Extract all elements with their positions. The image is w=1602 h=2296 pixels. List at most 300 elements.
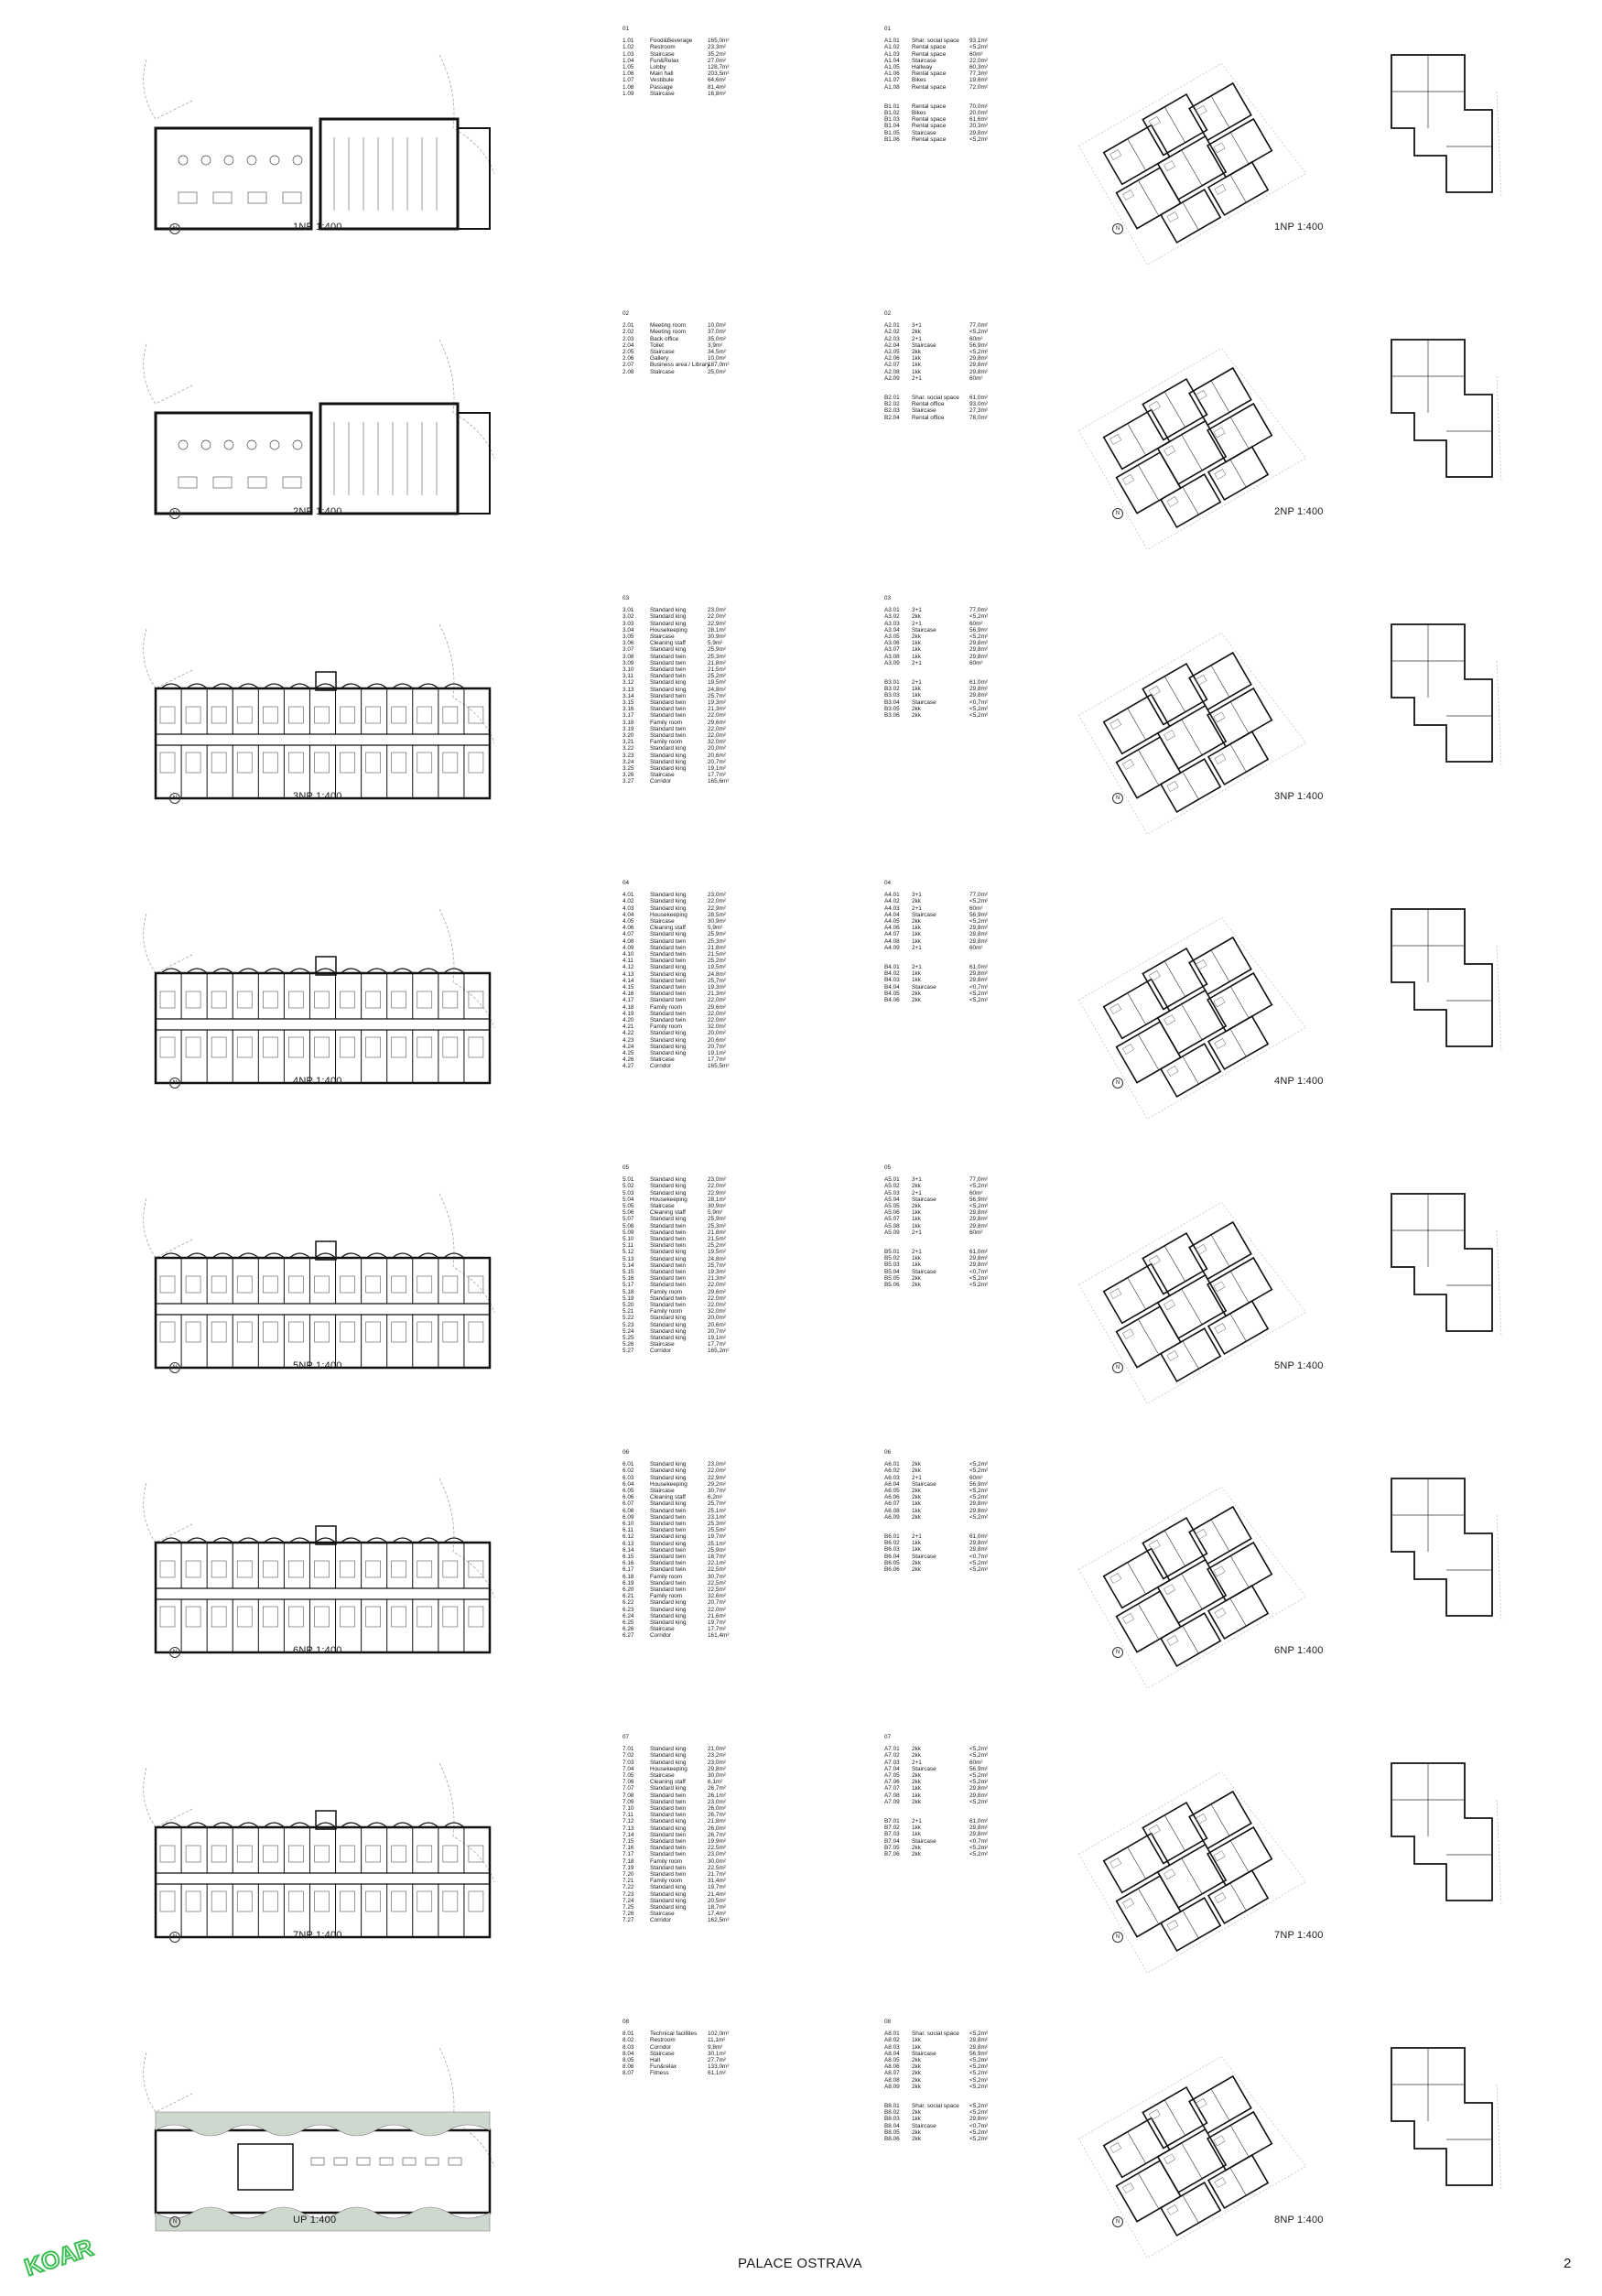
room-name: Staircase: [912, 57, 936, 64]
schedule-row: [884, 2136, 997, 2142]
bed-icon: [341, 1561, 355, 1577]
furniture: [1164, 161, 1175, 171]
schedule-row: [884, 1282, 997, 1288]
schedule-row: [884, 1799, 997, 1805]
floor-row: [0, 2011, 1602, 2296]
room-number: B4.03: [884, 977, 900, 984]
fitness-equipment: [334, 2158, 347, 2165]
room-number: B7.03: [884, 1831, 900, 1838]
furniture: [1215, 184, 1226, 194]
room-number: 7.07: [622, 1785, 634, 1792]
room-name: Housekeeping: [650, 1765, 687, 1772]
room-area: 25,9m²: [708, 646, 726, 654]
partition: [1182, 435, 1203, 471]
schedule-row: [622, 77, 735, 83]
bed-icon: [366, 1561, 381, 1577]
room-number: B3.03: [884, 692, 900, 699]
room-name: Staircase: [912, 699, 936, 706]
room-area: <5,2m²: [969, 1488, 989, 1495]
bed-icon: [263, 1322, 277, 1342]
room-name: Bikes: [912, 77, 926, 84]
bed-icon: [288, 1561, 303, 1577]
room-area: 21,6m²: [708, 1612, 726, 1619]
room-area: <5,2m²: [969, 2083, 989, 2090]
room-number: A7.02: [884, 1752, 900, 1760]
room-name: Standard twin: [650, 1798, 687, 1805]
room-number: 5.10: [622, 1236, 634, 1243]
room-number: B5.04: [884, 1268, 900, 1275]
schedule-row: [622, 1488, 735, 1494]
room-number: A8.04: [884, 2050, 900, 2057]
room-name: 2+1: [912, 944, 922, 951]
room-name: 1kk: [912, 686, 921, 693]
table-icon: [293, 440, 302, 449]
bed-icon: [237, 1846, 252, 1862]
bed-icon: [366, 707, 381, 723]
schedule-row: [884, 58, 997, 64]
bed-icon: [160, 1561, 175, 1577]
room-area: 19,5m²: [708, 964, 726, 971]
schedule-floor-code: 02: [622, 310, 630, 317]
partition: [1183, 1056, 1199, 1084]
room-number: 6.26: [622, 1626, 634, 1633]
room-number: 4.15: [622, 984, 634, 991]
room-number: 5.08: [622, 1222, 634, 1229]
schedule-row: [884, 395, 997, 401]
room-number: B6.03: [884, 1546, 900, 1554]
room-number: 4.23: [622, 1036, 634, 1044]
table-icon: [247, 156, 256, 165]
annex-plan-drawing: [1391, 2048, 1501, 2190]
room-number: 6.17: [622, 1566, 634, 1574]
bed-icon: [417, 1276, 432, 1293]
annex-plan-drawing: [1391, 1478, 1501, 1620]
room-number: B1.06: [884, 135, 900, 143]
room-name: Standard twin: [650, 958, 687, 965]
room-area: 25,9m²: [708, 931, 726, 938]
schedule-row: [622, 1269, 735, 1275]
room-name: 2kk: [912, 898, 921, 905]
bed-icon: [443, 1846, 458, 1862]
schedule-row: [622, 912, 735, 918]
bed-icon: [237, 1607, 252, 1627]
room-area: 26,0m²: [708, 1805, 726, 1813]
bed-icon: [341, 1846, 355, 1862]
schedule-row: [622, 1335, 735, 1341]
room-number: 8.04: [622, 2050, 634, 2057]
schedule-row: [622, 1619, 735, 1626]
schedule-row: [622, 1190, 735, 1197]
room-number: 5.01: [622, 1176, 634, 1184]
schedule-row: [622, 1825, 735, 1832]
hotel-plan-drawing: [144, 55, 494, 229]
room-area: 23,0m²: [708, 1759, 726, 1766]
room-number: B6.04: [884, 1553, 900, 1560]
room-area: 29,8m²: [969, 1546, 988, 1554]
room-number: 4.22: [622, 1030, 634, 1037]
schedule-row: [884, 706, 997, 712]
room-area: 165,5m²: [708, 1063, 730, 1070]
site-boundary: [144, 914, 192, 973]
room-name: Standard twin: [650, 984, 687, 991]
room-name: Standard twin: [650, 1566, 687, 1574]
room-name: 1kk: [912, 1222, 921, 1229]
room-area: 20,7m²: [708, 1599, 726, 1607]
room-area: 25,3m²: [708, 653, 726, 660]
room-area: 21,5m²: [708, 1236, 726, 1243]
room-name: 1kk: [912, 977, 921, 984]
schedule-row: [622, 1262, 735, 1269]
bed-icon: [160, 1037, 175, 1057]
room-number: 6.24: [622, 1612, 634, 1619]
room-name: Staircase: [650, 1203, 675, 1210]
room-area: 165,6m²: [708, 778, 730, 785]
schedule-row: [622, 1785, 735, 1792]
furniture: [283, 192, 301, 203]
room-number: B3.06: [884, 712, 900, 720]
bed-icon: [314, 1037, 329, 1057]
schedule-row: [884, 1825, 997, 1831]
hotel-slab: [156, 973, 490, 1083]
room-name: Standard king: [650, 1036, 687, 1044]
room-number: 3.08: [622, 653, 634, 660]
room-area: <5,2m²: [969, 997, 989, 1004]
room-area: <5,2m²: [969, 2076, 989, 2084]
bed-icon: [211, 753, 226, 773]
building-wing-west: [156, 128, 311, 229]
room-area: 60,3m²: [969, 64, 988, 71]
schedule-row: [622, 355, 735, 362]
room-number: A8.08: [884, 2076, 900, 2084]
furniture: [1164, 1015, 1175, 1025]
bed-icon: [263, 1037, 277, 1057]
table-icon: [247, 440, 256, 449]
roof-outline: [156, 2130, 490, 2213]
room-name: Main hall: [650, 70, 674, 78]
room-number: B8.06: [884, 2136, 900, 2143]
room-number: 5.07: [622, 1216, 634, 1223]
room-number: 6.10: [622, 1521, 634, 1528]
room-number: 7.21: [622, 1878, 634, 1885]
bed-icon: [186, 1891, 200, 1912]
schedule-row: [884, 892, 997, 898]
room-name: Business area / Library: [650, 362, 710, 369]
room-number: 5.27: [622, 1348, 634, 1355]
apartment-plan-drawing: [1078, 908, 1305, 1119]
bed-icon: [469, 753, 483, 773]
room-area: 60m²: [969, 335, 983, 342]
room-area: 19,6m²: [969, 77, 988, 84]
room-number: A6.08: [884, 1507, 900, 1514]
plan-label: 6NP 1:400: [293, 1645, 342, 1656]
room-number: 7.19: [622, 1864, 634, 1871]
schedule-row: [622, 898, 735, 904]
room-number: 3.04: [622, 626, 634, 634]
room-name: Staircase: [912, 1196, 936, 1203]
room-name: Standard twin: [650, 1805, 687, 1813]
room-number: 5.25: [622, 1335, 634, 1342]
room-number: 4.21: [622, 1023, 634, 1031]
room-area: 25,0m²: [708, 368, 726, 375]
schedule-row: [884, 984, 997, 991]
room-number: A1.04: [884, 57, 900, 64]
room-name: Standard twin: [650, 706, 687, 713]
schedule-row: [622, 1308, 735, 1315]
schedule-row: [622, 1779, 735, 1785]
room-name: Standard king: [650, 1612, 687, 1619]
room-name: Lobby: [650, 64, 666, 71]
room-area: 23,0m²: [708, 1798, 726, 1805]
bed-icon: [314, 1276, 329, 1293]
site-boundary: [1497, 376, 1501, 482]
room-number: 6.16: [622, 1560, 634, 1567]
room-number: A4.07: [884, 931, 900, 938]
site-boundary: [144, 1768, 192, 1827]
room-number: 7.17: [622, 1851, 634, 1858]
room-area: 20,7m²: [708, 1327, 726, 1335]
bed-icon: [263, 1891, 277, 1912]
room-area: 19,5m²: [708, 679, 726, 687]
room-number: 4.27: [622, 1063, 634, 1070]
room-name: Staircase: [650, 1772, 675, 1780]
schedule-row: [622, 753, 735, 759]
bed-icon: [341, 753, 355, 773]
room-name: Standard twin: [650, 1236, 687, 1243]
room-name: Rental space: [912, 83, 947, 91]
schedule-row: [884, 1772, 997, 1779]
table-icon: [179, 156, 188, 165]
room-name: Standard twin: [650, 673, 687, 680]
room-name: Staircase: [650, 349, 675, 356]
schedule-row: [622, 1011, 735, 1017]
annex-outline: [1391, 1194, 1492, 1331]
room-area: 32,6m²: [708, 1593, 726, 1600]
schedule-row: [884, 1494, 997, 1500]
furniture: [213, 192, 232, 203]
room-name: Standard king: [650, 679, 687, 687]
room-number: 7.04: [622, 1765, 634, 1772]
room-number: 4.16: [622, 991, 634, 998]
schedule-row: [622, 726, 735, 732]
room-name: Standard twin: [650, 1262, 687, 1269]
partition: [1183, 1341, 1199, 1369]
schedule-row: [622, 1223, 735, 1229]
room-number: A7.09: [884, 1798, 900, 1805]
room-area: 20,0m²: [708, 1030, 726, 1037]
partition: [1230, 1556, 1249, 1588]
schedule-row: [622, 1030, 735, 1036]
bed-icon: [186, 991, 200, 1008]
schedule-row: [884, 2084, 997, 2090]
partition: [1182, 1289, 1203, 1325]
room-area: 21,7m²: [708, 1871, 726, 1879]
bed-icon: [469, 1846, 483, 1862]
schedule-row: [622, 1891, 735, 1898]
furniture: [1214, 1566, 1225, 1576]
room-name: Standard twin: [650, 977, 687, 984]
room-name: Standard king: [650, 1176, 687, 1184]
room-number: A2.09: [884, 374, 900, 382]
room-area: 22,0m²: [708, 1017, 726, 1024]
furniture: [1164, 1869, 1175, 1879]
room-number: 4.05: [622, 918, 634, 926]
room-name: Cleaning staff: [650, 1209, 686, 1217]
schedule-row: [622, 1203, 735, 1209]
schedule-row: [884, 1197, 997, 1203]
bed-icon: [469, 1607, 483, 1627]
partition: [1183, 1626, 1199, 1653]
room-name: Standard twin: [650, 1222, 687, 1229]
room-name: 2kk: [912, 2057, 921, 2064]
partition: [1164, 1246, 1185, 1282]
room-area: 165,0m²: [708, 38, 730, 45]
room-area: 19,3m²: [708, 984, 726, 991]
room-name: Rental space: [912, 44, 947, 51]
schedule-row: [884, 613, 997, 620]
furniture: [1110, 1004, 1121, 1014]
partition: [1230, 1314, 1247, 1341]
room-area: 128,7m²: [708, 64, 730, 71]
room-schedule: [884, 595, 997, 719]
plan-label: 5NP 1:400: [293, 1360, 342, 1371]
schedule-row: [622, 984, 735, 991]
room-name: 1kk: [912, 1255, 921, 1262]
schedule-row: [622, 1341, 735, 1348]
bed-icon: [288, 1037, 303, 1057]
schedule-row: [622, 1878, 735, 1884]
room-schedule: [622, 1164, 735, 1355]
room-number: B5.05: [884, 1274, 900, 1282]
schedule-row: [622, 1209, 735, 1216]
room-number: 3.13: [622, 686, 634, 693]
schedule-floor-code: 05: [622, 1164, 630, 1171]
room-name: Standard twin: [650, 1845, 687, 1852]
room-number: 6.08: [622, 1507, 634, 1514]
room-number: 6.18: [622, 1573, 634, 1580]
room-number: B2.01: [884, 395, 900, 402]
room-name: Fun&relax: [650, 2063, 677, 2071]
partition: [1211, 1804, 1229, 1836]
furniture: [1110, 435, 1121, 445]
room-number: 7.10: [622, 1805, 634, 1813]
room-name: 1kk: [912, 1216, 921, 1223]
schedule-row: [622, 964, 735, 970]
plan-label: 4NP 1:400: [293, 1076, 342, 1087]
room-number: 1.09: [622, 90, 634, 97]
partition: [1128, 1278, 1146, 1310]
room-area: 6,1m²: [708, 1779, 723, 1786]
room-number: A3.06: [884, 640, 900, 647]
room-area: 20,7m²: [708, 758, 726, 765]
schedule-row: [622, 1560, 735, 1566]
room-name: Standard king: [650, 1315, 687, 1322]
furniture: [1110, 1574, 1121, 1584]
schedule-row: [622, 1461, 735, 1467]
schedule-row: [884, 1845, 997, 1851]
room-area: <5,2m²: [969, 1559, 989, 1566]
north-arrow-icon: N: [169, 1647, 180, 1658]
room-name: Back office: [650, 335, 679, 342]
north-arrow-icon: N: [169, 793, 180, 804]
schedule-row: [622, 322, 735, 329]
room-area: <5,2m²: [969, 2031, 989, 2038]
room-number: B6.01: [884, 1533, 900, 1541]
room-name: Standard twin: [650, 1792, 687, 1799]
room-name: Cleaning staff: [650, 1779, 686, 1786]
room-number: B4.01: [884, 964, 900, 971]
room-name: 2kk: [912, 1851, 921, 1858]
schedule-row: [622, 2057, 735, 2063]
schedule-row: [884, 898, 997, 904]
room-area: 23,0m²: [708, 607, 726, 614]
room-area: 20,0m²: [969, 110, 988, 117]
furniture: [1214, 1282, 1225, 1292]
schedule-row: [884, 2070, 997, 2076]
room-area: 29,8m²: [969, 692, 988, 699]
room-area: 25,9m²: [708, 1216, 726, 1223]
schedule-row: [622, 1752, 735, 1759]
room-name: Staircase: [650, 1341, 675, 1348]
schedule-floor-code: 04: [884, 880, 892, 886]
room-name: Toilet: [650, 341, 664, 349]
site-boundary: [144, 2052, 192, 2112]
furniture: [1167, 1350, 1178, 1360]
room-name: Standard king: [650, 1249, 687, 1256]
room-number: A5.05: [884, 1203, 900, 1210]
room-name: Standard twin: [650, 1587, 687, 1594]
schedule-row: [622, 1017, 735, 1023]
room-area: 26,7m²: [708, 1812, 726, 1819]
schedule-row: [622, 1760, 735, 1766]
room-number: 7.09: [622, 1798, 634, 1805]
room-area: 19,1m²: [708, 1335, 726, 1342]
site-boundary: [439, 909, 494, 1028]
room-name: Standard twin: [650, 1242, 687, 1250]
room-area: <5,2m²: [969, 1779, 989, 1786]
room-name: 2kk: [912, 2083, 921, 2090]
room-number: A3.02: [884, 613, 900, 621]
schedule-row: [622, 2070, 735, 2076]
schedule-row: [622, 1044, 735, 1050]
room-number: 1.07: [622, 77, 634, 84]
hotel-plan-drawing: [144, 340, 494, 514]
room-number: 7.16: [622, 1845, 634, 1852]
room-number: 4.07: [622, 931, 634, 938]
room-name: Standard king: [650, 1255, 687, 1262]
room-area: 93,1m²: [969, 38, 988, 45]
room-name: Standard king: [650, 1335, 687, 1342]
room-area: <5,2m²: [969, 1461, 989, 1468]
room-area: 22,0m²: [708, 1282, 726, 1289]
bed-icon: [211, 991, 226, 1008]
room-number: 4.13: [622, 970, 634, 978]
room-name: 2+1: [912, 904, 922, 912]
room-number: 7.12: [622, 1818, 634, 1825]
room-area: 29,8m²: [969, 686, 988, 693]
room-area: 22,0m²: [708, 1467, 726, 1475]
room-area: 30,7m²: [708, 1488, 726, 1495]
room-area: 17,7m²: [708, 772, 726, 779]
bed-icon: [288, 991, 303, 1008]
bed-icon: [288, 707, 303, 723]
bed-icon: [160, 707, 175, 723]
bed-icon: [392, 1607, 406, 1627]
schedule-row: [622, 2051, 735, 2057]
room-area: 5,9m²: [708, 925, 723, 932]
schedule-row: [622, 1500, 735, 1507]
room-number: 3.23: [622, 752, 634, 759]
room-name: Standard king: [650, 1884, 687, 1891]
